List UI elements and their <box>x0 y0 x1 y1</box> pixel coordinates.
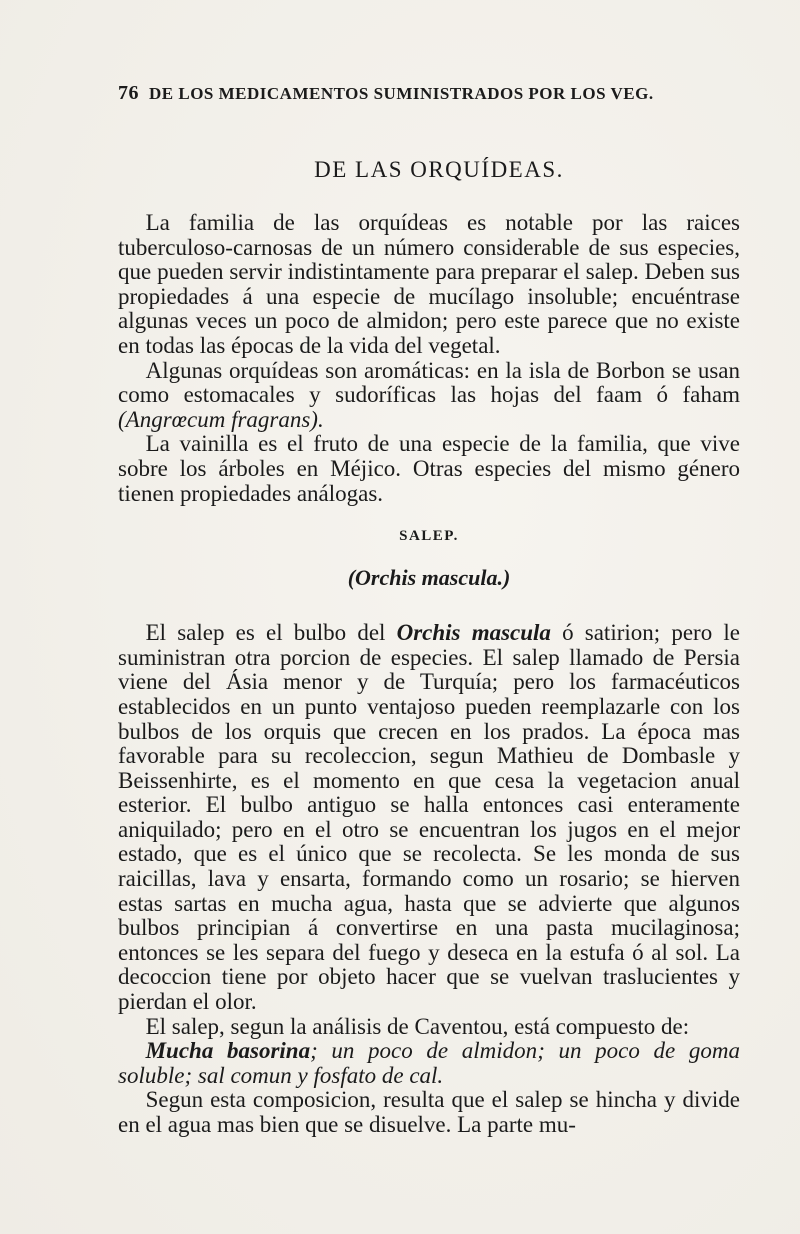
latin-name-angraecum: (Angrœcum fragrans). <box>118 406 324 432</box>
composition-item-goma: un poco de goma soluble <box>118 1038 741 1088</box>
paragraph-vanilla: La vainilla es el fruto de una especie de la familia, que vive sobre los árboles en Méjico. Otras especies del mismo género tienen propiedades análogas. <box>118 431 740 506</box>
composition-item-sal: sal comun y fosfato de cal. <box>197 1062 444 1088</box>
composition-separator: ; <box>537 1038 559 1064</box>
paragraph-caventou-analysis: El salep, segun la análisis de Caventou, está compuesto de: <box>145 1013 690 1039</box>
composition-item-basorina: Mucha basorina <box>145 1038 311 1064</box>
section-title: DE LAS ORQUÍDEAS. <box>314 157 564 182</box>
subsection-title: SALEP. <box>399 528 459 545</box>
paragraph-salep-description <box>118 621 740 1015</box>
composition-separator: ; <box>184 1062 198 1088</box>
running-title: DE LOS MEDICAMENTOS SUMINISTRADOS POR LOS VEG. <box>149 84 654 103</box>
paragraph-salep-swelling: Segun esta composicion, resulta que el salep se hincha y divide en el agua mas bien que se disuelve. La parte mu- <box>118 1087 740 1137</box>
salep-text-rest: ó satirion; pero le suministran otra porcion de especies. El salep llamado de Persia viene del Ásia menor y de Turquía; pero los farmacéuticos establecidos en un punto ventajoso pueden reemplazarle con los bulbos de los orquis que crecen en los prados. La época mas favorable para su recoleccion, segun Mathieu de Dombasle y Beissenhirte, es el momento en que cesa la vegetacion anual esterior. El bulbo antiguo se halla entonces casi enteramente aniquilado; pero en el otro se encuentran los jugos en el mejor estado, que es el único que se recolecta. Se les monda de sus raicillas, lava y ensarta, formando como un rosario; se hierven estas sartas en mucha agua, hasta que se advierte que algunos bulbos principian á convertirse en una pasta mucilaginosa; entonces se les separa del fuego y deseca en la estufa ó al sol. La decoccion tiene por objeto hacer que se vuelvan traslucientes y pierdan el olor. <box>118 620 740 1015</box>
subsection-latin-name: (Orchis mascula.) <box>347 565 511 591</box>
composition-item-almidon: un poco de almidon <box>331 1038 538 1064</box>
paragraph-orchid-family: La familia de las orquídeas es notable por las raices tuberculoso-carnosas de un número considerable de sus especies, que pueden servir indistintamente para preparar el salep. Deben sus propiedades á una especie de mucílago insoluble; encuéntrase algunas veces un poco de almidon; pero este parece que no existe en todas las épocas de la vida del vegetal. <box>118 210 740 358</box>
composition-separator: ; <box>310 1038 332 1064</box>
paragraph-aromatic-orchids <box>118 359 740 433</box>
composition-list <box>118 1039 740 1088</box>
running-head <box>118 82 740 105</box>
page-number: 76 <box>118 82 139 104</box>
paragraph-aromatic-text: Algunas orquídeas son aromáticas: en la isla de Borbon se usan como estomacales y sudoríficas las hojas del faam ó faham <box>118 357 740 408</box>
latin-name-orchis: Orchis mascula <box>396 620 551 646</box>
salep-text-start: El salep es el bulbo del <box>145 620 397 646</box>
